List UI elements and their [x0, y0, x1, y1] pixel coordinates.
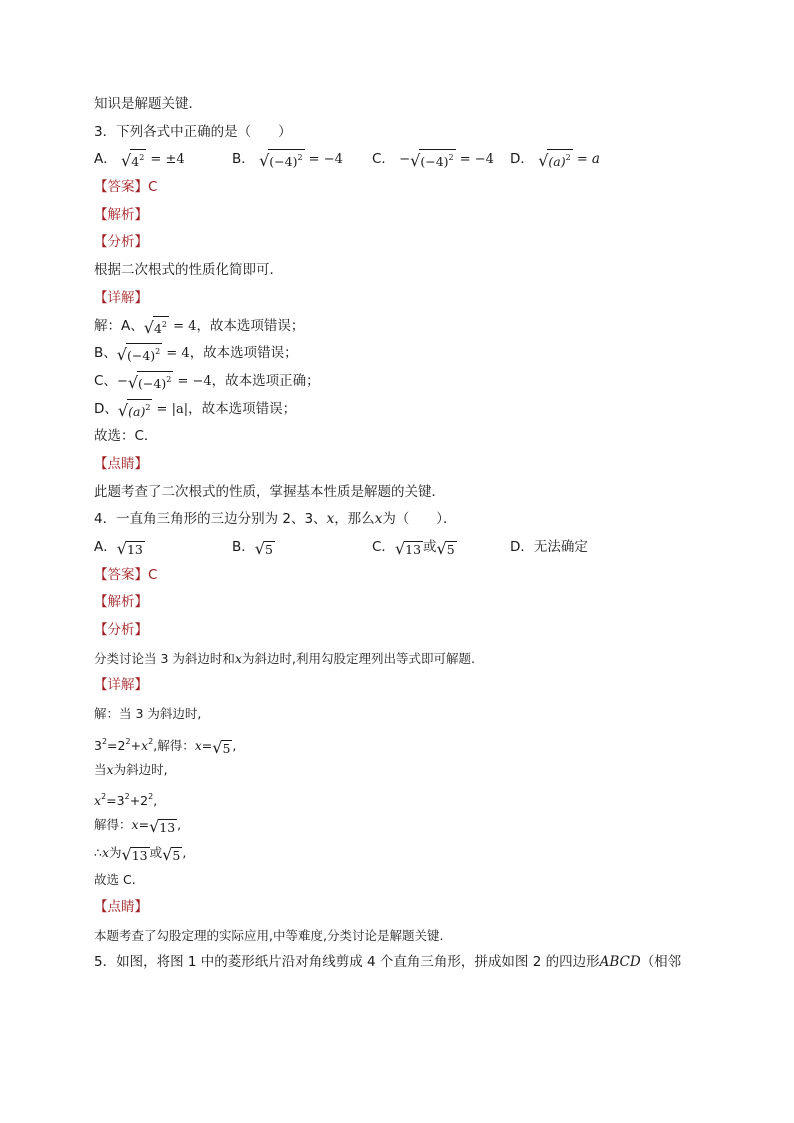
option-label: B． [232, 151, 255, 168]
sqrt-expression: √ $(-4)^2$ [116, 345, 161, 365]
radicand: 13 [131, 847, 148, 863]
analysis-sub-label: 【分析】 [94, 622, 148, 639]
option-d [510, 534, 588, 562]
sqrt-expression: √ 5 [254, 539, 273, 558]
radicand: (−4) [269, 154, 298, 170]
expression-rhs: = 4 [169, 318, 197, 334]
variable: x [141, 737, 149, 753]
variable: x [131, 816, 139, 832]
radicand: 13 [159, 819, 176, 835]
solution-prefix: D、 [94, 400, 118, 417]
stem-text: 4．一直角三角形的三边分别为 2、3、 [94, 511, 327, 528]
solution-suffix: ，故本选项错误； [188, 400, 297, 417]
detail-label: 【详解】 [94, 289, 148, 306]
variable: x [94, 793, 102, 809]
analysis-text [94, 645, 714, 673]
analysis-label: 【解析】 [94, 594, 148, 611]
radicand: 4 [131, 154, 140, 170]
text-segment: 为斜边时,利用勾股定理列出等式即可解题. [241, 650, 475, 666]
sqrt-expression: √ $(-4)^2$ [410, 151, 454, 171]
expression-rhs: = |a| [152, 401, 189, 417]
sqrt-expression: √ $(-4)^2$ [259, 151, 303, 171]
solution-line-c: C、− √ $(-4)^2$ = −4，故本选项正确； [94, 372, 320, 392]
question-3-stem: 3．下列各式中正确的是（ ） [94, 123, 292, 140]
expression-rhs: = −4 [455, 152, 494, 168]
equation-line-2: $x^2=3^2+2^2$, [94, 792, 158, 809]
text-segment: 解得： [94, 816, 132, 832]
radicand: (−4) [420, 154, 449, 170]
sqrt-expression: √ 5 [212, 737, 231, 757]
variable: ABCD [599, 954, 641, 971]
question-4-stem [94, 506, 714, 534]
option-label: C． [372, 151, 395, 168]
option-c: C． − √ $(-4)^2$ = −4 [372, 151, 494, 171]
stem-text: （相邻 [640, 954, 682, 971]
solution-prefix: C、 [94, 372, 117, 389]
math-term: +2 [129, 793, 149, 809]
radicand: (a) [548, 154, 566, 170]
option-a [94, 146, 232, 174]
radicand: 13 [405, 542, 422, 557]
conjunction: 或 [149, 844, 163, 860]
math-term: =3 [106, 793, 125, 809]
analysis-sub-label: 【分析】 [94, 234, 148, 251]
math-term: = [138, 816, 150, 832]
text-segment: 为 [109, 844, 122, 860]
question-4-options [94, 534, 714, 562]
comment-text: 本题考查了勾股定理的实际应用,中等难度,分类讨论是解题关键. [94, 927, 444, 943]
comment-label: 【点睛】 [94, 898, 148, 915]
solution-suffix: ，故本选项正确； [211, 372, 320, 389]
case-2-line [94, 756, 714, 784]
option-b [232, 146, 372, 174]
text-segment: , [153, 793, 158, 809]
comment-label: 【点睛】 [94, 455, 148, 472]
sqrt-expression: √ 5 [436, 539, 455, 558]
sqrt-expression: √ $(-4)^2$ [127, 372, 172, 392]
expression-rhs: = −4 [173, 373, 212, 389]
sqrt-expression: √ 5 [162, 844, 181, 864]
answer-label: 【答案】C [94, 566, 158, 583]
radicand: 4 [153, 320, 162, 336]
radicand: 5 [264, 542, 273, 557]
therefore-symbol: ∴ [94, 844, 102, 860]
document-page [94, 91, 714, 977]
math-term: = [201, 737, 213, 753]
sqrt-expression: √ 13 [394, 539, 422, 558]
variable: x [101, 844, 110, 860]
sqrt-expression: √ 13 [121, 844, 148, 864]
equation-line-1: $3^2=2^2+x^2$,解得：x= √ 5 , [94, 736, 237, 757]
question-3-options [94, 146, 714, 174]
text-line: 知识是解题关键． [94, 96, 202, 112]
solution-line-b [94, 340, 714, 368]
expression-rhs: a [591, 151, 600, 168]
solution-suffix: ，故本选项错误； [189, 345, 298, 362]
comment-text: 此题考查了二次根式的性质，掌握基本性质是解题的关键． [94, 483, 445, 500]
option-d: D． √ $(a)^2$ = a [510, 151, 600, 171]
answer-label: 【答案】C [94, 179, 158, 196]
option-c [372, 534, 510, 562]
radicand: 13 [126, 542, 143, 557]
option-label: A． [94, 151, 117, 168]
text-segment: 当 [94, 761, 107, 777]
text-segment: 为斜边时, [113, 761, 168, 777]
choice-line: 故选 C. [94, 872, 136, 888]
option-label: D． [510, 539, 534, 555]
solution-suffix: ，故本选项错误； [196, 317, 305, 334]
stem-text: ，那么 [334, 511, 375, 528]
option-label: B． [232, 539, 255, 555]
sqrt-expression: √ $(a)^2$ [117, 400, 151, 420]
variable: x [106, 761, 114, 777]
expression-rhs: = 4 [162, 346, 190, 362]
detail-label: 【详解】 [94, 677, 148, 694]
option-b [232, 534, 372, 562]
option-label: A． [94, 539, 117, 555]
variable: x [326, 511, 335, 528]
solution-line-d [94, 396, 714, 424]
conjunction: 或 [423, 539, 437, 555]
option-label: D． [510, 151, 534, 168]
expression-rhs: = ±4 [146, 152, 185, 168]
text-segment: , [177, 816, 182, 832]
solution-line-a [94, 313, 714, 341]
expression-rhs: = −4 [304, 152, 343, 168]
variable: x [194, 737, 202, 753]
sqrt-expression: √ $4^2$ [143, 317, 167, 337]
option-label: C． [372, 539, 395, 555]
solution-prefix: 解：A、 [94, 317, 144, 334]
radicand: (a) [128, 403, 146, 419]
stem-text: 为（ ）． [382, 511, 457, 528]
question-5-stem [94, 949, 714, 977]
solution-line: 解：当 3 为斜边时, [94, 706, 202, 722]
sqrt-expression: √ $(a)^2$ [538, 151, 571, 171]
text-segment: 分类讨论当 3 为斜边时和 [94, 650, 235, 666]
solution-prefix: B、 [94, 345, 117, 362]
sqrt-expression: √ 13 [149, 816, 176, 836]
radicand: (−4) [138, 375, 167, 391]
text-segment: , [182, 844, 187, 860]
math-term: + [130, 737, 142, 753]
radicand: 5 [446, 542, 455, 557]
conclusion-line [94, 839, 714, 867]
radicand: 5 [222, 740, 231, 756]
text-segment: ,解得： [153, 737, 195, 753]
variable: x [374, 511, 383, 528]
stem-text: 5．如图，将图 1 中的菱形纸片沿对角线剪成 4 个直角三角形，拼成如图 2 的四边形 [94, 954, 600, 971]
math-term: 3 [94, 737, 102, 753]
solution-line-2 [94, 811, 714, 839]
analysis-text: 根据二次根式的性质化简即可． [94, 262, 283, 279]
analysis-label: 【解析】 [94, 206, 148, 223]
choice-line: 故选：C． [94, 428, 158, 445]
sqrt-expression: √ $4^2$ [121, 151, 145, 171]
radicand: (−4) [126, 348, 156, 364]
math-term: =2 [107, 737, 126, 753]
radicand: 5 [172, 847, 181, 863]
variable: x [234, 650, 242, 666]
option-a [94, 534, 232, 562]
option-text: 无法确定 [533, 539, 588, 555]
sqrt-expression: √ 13 [116, 539, 143, 558]
text-segment: , [232, 737, 237, 753]
